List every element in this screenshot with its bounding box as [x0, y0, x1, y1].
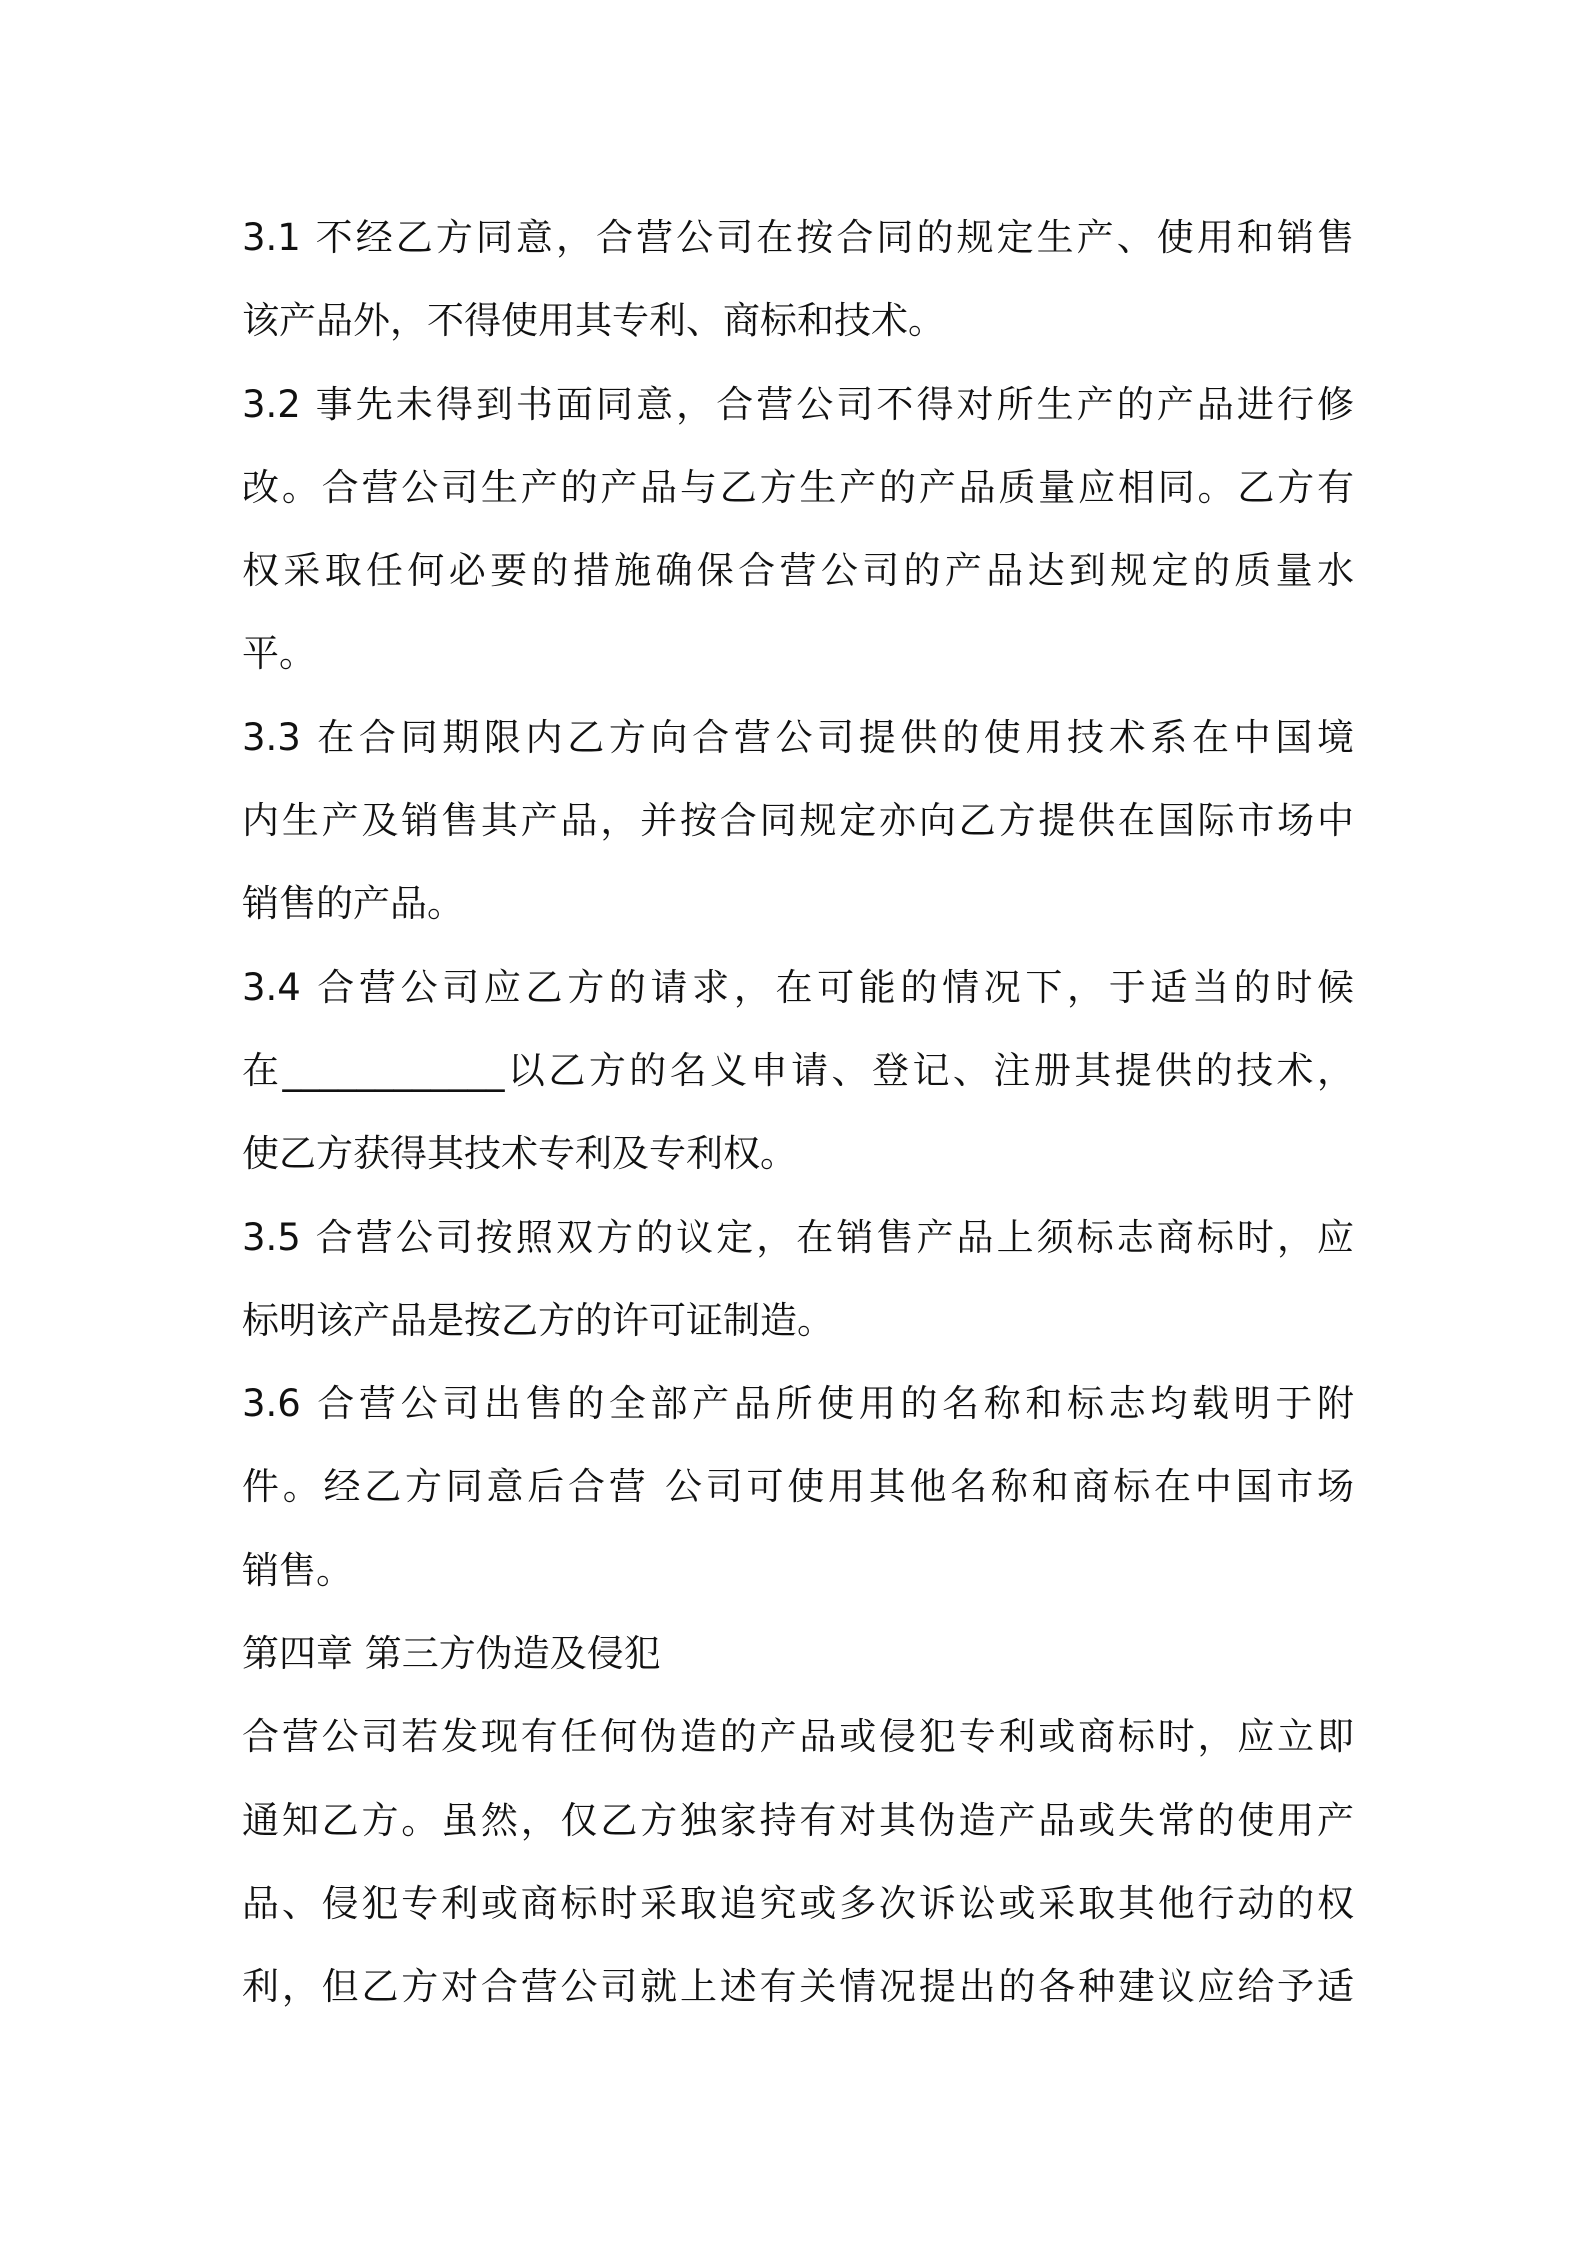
text-line: 品、侵犯专利或商标时采取追究或多次诉讼或采取其他行动的权: [242, 1881, 1354, 1925]
text-line: 改。合营公司生产的产品与乙方生产的产品质量应相同。乙方有: [242, 465, 1354, 509]
text-line: 利，但乙方对合营公司就上述有关情况提出的各种建议应给予适: [242, 1965, 1354, 2009]
text-line: 平。: [242, 632, 316, 676]
text-line: 3.5 合营公司按照双方的议定，在销售产品上须标志商标时，应: [242, 1215, 1354, 1259]
document-body: [242, 196, 1354, 2029]
text-line: 件。经乙方同意后合营 公司可使用其他名称和商标在中国市场: [242, 1465, 1354, 1509]
text-line: 3.6 合营公司出售的全部产品所使用的名称和标志均载明于附: [242, 1382, 1354, 1426]
text-line: 合营公司若发现有任何伪造的产品或侵犯专利或商标时，应立即: [242, 1715, 1354, 1759]
text-line: 3.3 在合同期限内乙方向合营公司提供的使用技术系在中国境: [242, 715, 1354, 759]
text-line: 使乙方获得其技术专利及专利权。: [242, 1132, 797, 1176]
text-line: 标明该产品是按乙方的许可证制造。: [242, 1298, 834, 1342]
text-line: 该产品外，不得使用其专利、商标和技术。: [242, 299, 945, 343]
text-line: 销售。: [242, 1548, 353, 1592]
text-line: 通知乙方。虽然，仅乙方独家持有对其伪造产品或失常的使用产: [242, 1798, 1354, 1842]
text-line: 3.1 不经乙方同意，合营公司在按合同的规定生产、使用和销售: [242, 216, 1354, 259]
text-line: 在____________以乙方的名义申请、登记、注册其提供的技术，: [242, 1048, 1354, 1092]
text-line: 内生产及销售其产品，并按合同规定亦向乙方提供在国际市场中: [242, 799, 1354, 843]
text-line: 3.4 合营公司应乙方的请求，在可能的情况下，于适当的时候: [242, 965, 1354, 1009]
chapter-heading: 第四章 第三方伪造及侵犯: [242, 1632, 661, 1676]
text-line: 3.2 事先未得到书面同意，合营公司不得对所生产的产品进行修: [242, 382, 1354, 426]
text-line: 权采取任何必要的措施确保合营公司的产品达到规定的质量水: [242, 549, 1354, 593]
text-line: 销售的产品。: [242, 882, 464, 926]
